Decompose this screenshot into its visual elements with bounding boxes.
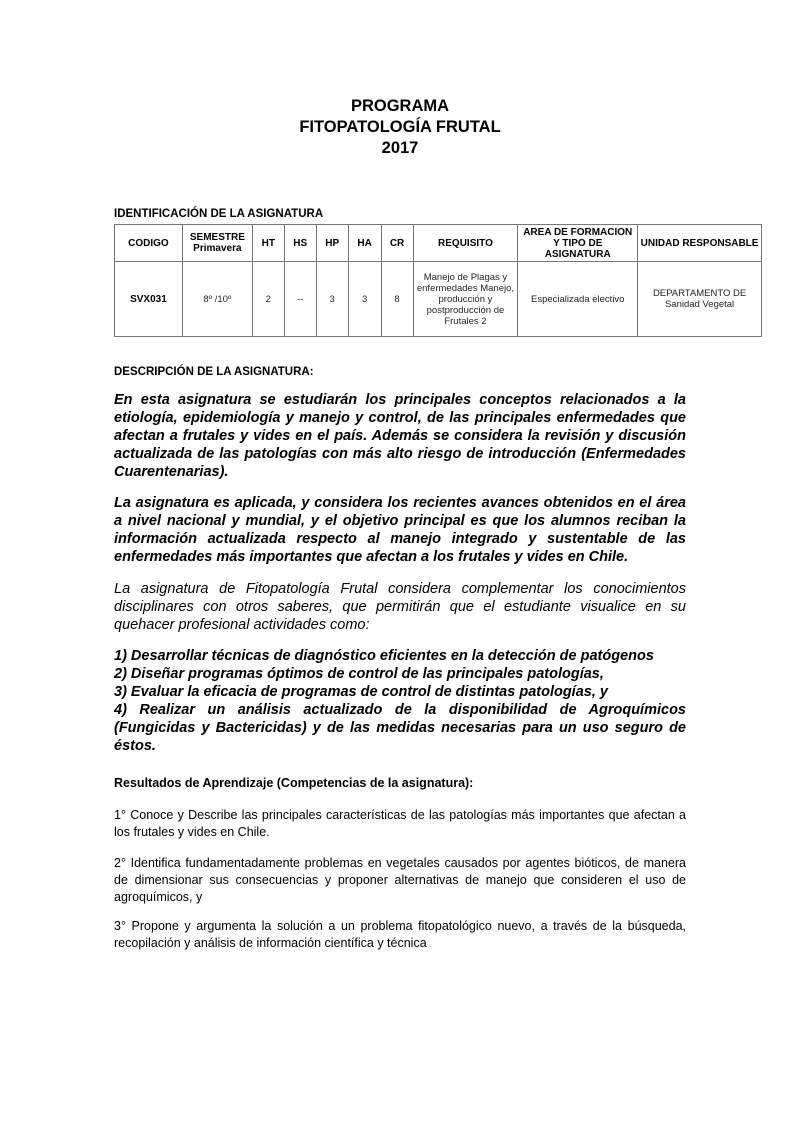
col-header-hp: HP [316,225,348,262]
cell-semestre: 8º /10º [182,262,252,337]
col-header-semestre: SEMESTRE Primavera [182,225,252,262]
col-header-ha: HA [348,225,381,262]
document-title [0,96,800,159]
identification-heading: IDENTIFICACIÓN DE LA ASIGNATURA [114,208,324,220]
table-row [115,262,762,337]
cell-ht: 2 [252,262,284,337]
objective-item: 4) Realizar un análisis actualizado de la disponibilidad de Agroquímicos (Fungicidas y Bactericidas) y de las medidas necesarias para un uso seguro de éstos. [114,702,686,754]
learning-outcome-item: 1° Conoce y Describe las principales características de las patologías más importantes que afectan a los frutales y vides en Chile. [114,808,686,839]
description-heading: DESCRIPCIÓN DE LA ASIGNATURA: [114,366,314,378]
cell-hp: 3 [316,262,348,337]
title-line-program: PROGRAMA [350,97,450,115]
col-header-cr: CR [381,225,413,262]
objective-item: 3) Evaluar la eficacia de programas de control de distintas patologías, y [114,684,608,700]
cell-requisito: Manejo de Plagas y enfermedades Manejo, producción y postproducción de Frutales 2 [413,262,518,337]
cell-area: Especializada electivo [518,262,638,337]
col-header-hs: HS [284,225,316,262]
cell-cr: 8 [381,262,413,337]
description-paragraph-2: La asignatura es aplicada, y considera los recientes avances obtenidos en el área a nivel nacional y mundial, y el objetivo principal es que los alumnos reciban la información actualizada respecto al manejo integrado y sustentable de las enfermedades más importantes que afectan a los frutales y vides en Chile. [114,495,686,565]
learning-outcome-item: 2° Identifica fundamentadamente problemas en vegetales causados por agentes bióticos, de manera de dimensionar sus consecuencias y proponer alternativas de manejo que consideren el uso de agroquímicos, y [114,856,686,904]
learning-outcome-item: 3° Propone y argumenta la solución a un problema fitopatológico nuevo, a través de la búsqueda, recopilación y análisis de información científica y técnica [114,919,686,950]
objectives-list [114,647,686,755]
title-line-year: 2017 [381,139,419,157]
col-header-codigo: CODIGO [115,225,183,262]
learning-outcomes-heading: Resultados de Aprendizaje (Competencias de la asignatura): [114,776,474,790]
col-header-requisito: REQUISITO [413,225,518,262]
cell-codigo: SVX031 [115,262,183,337]
objective-item: 1) Desarrollar técnicas de diagnóstico eficientes en la detección de patógenos [114,648,654,664]
identification-table [114,224,762,337]
description-paragraph-1: En esta asignatura se estudiarán los principales conceptos relacionados a la etiología, epidemiología y manejo y control, de las principales enfermedades que afectan a frutales y vides en el país. Además se considera la revisión y discusión actualizada de las patologías con más alto riesgo de introducción (Enfermedades Cuarentenarias). [114,392,686,480]
col-header-ht: HT [252,225,284,262]
description-paragraph-3: La asignatura de Fitopatología Frutal considera complementar los conocimientos disciplinares con otros saberes, que permitirán que el estudiante visualice en su quehacer profesional actividades como: [114,581,686,633]
title-line-course: FITOPATOLOGÍA FRUTAL [299,118,501,136]
cell-ha: 3 [348,262,381,337]
objective-item: 2) Diseñar programas óptimos de control de las principales patologías, [114,666,604,682]
col-header-area: AREA DE FORMACION Y TIPO DE ASIGNATURA [518,225,638,262]
cell-hs: -- [284,262,316,337]
col-header-unidad: UNIDAD RESPONSABLE [638,225,762,262]
cell-unidad: DEPARTAMENTO DE Sanidad Vegetal [638,262,762,337]
table-header-row [115,225,762,262]
